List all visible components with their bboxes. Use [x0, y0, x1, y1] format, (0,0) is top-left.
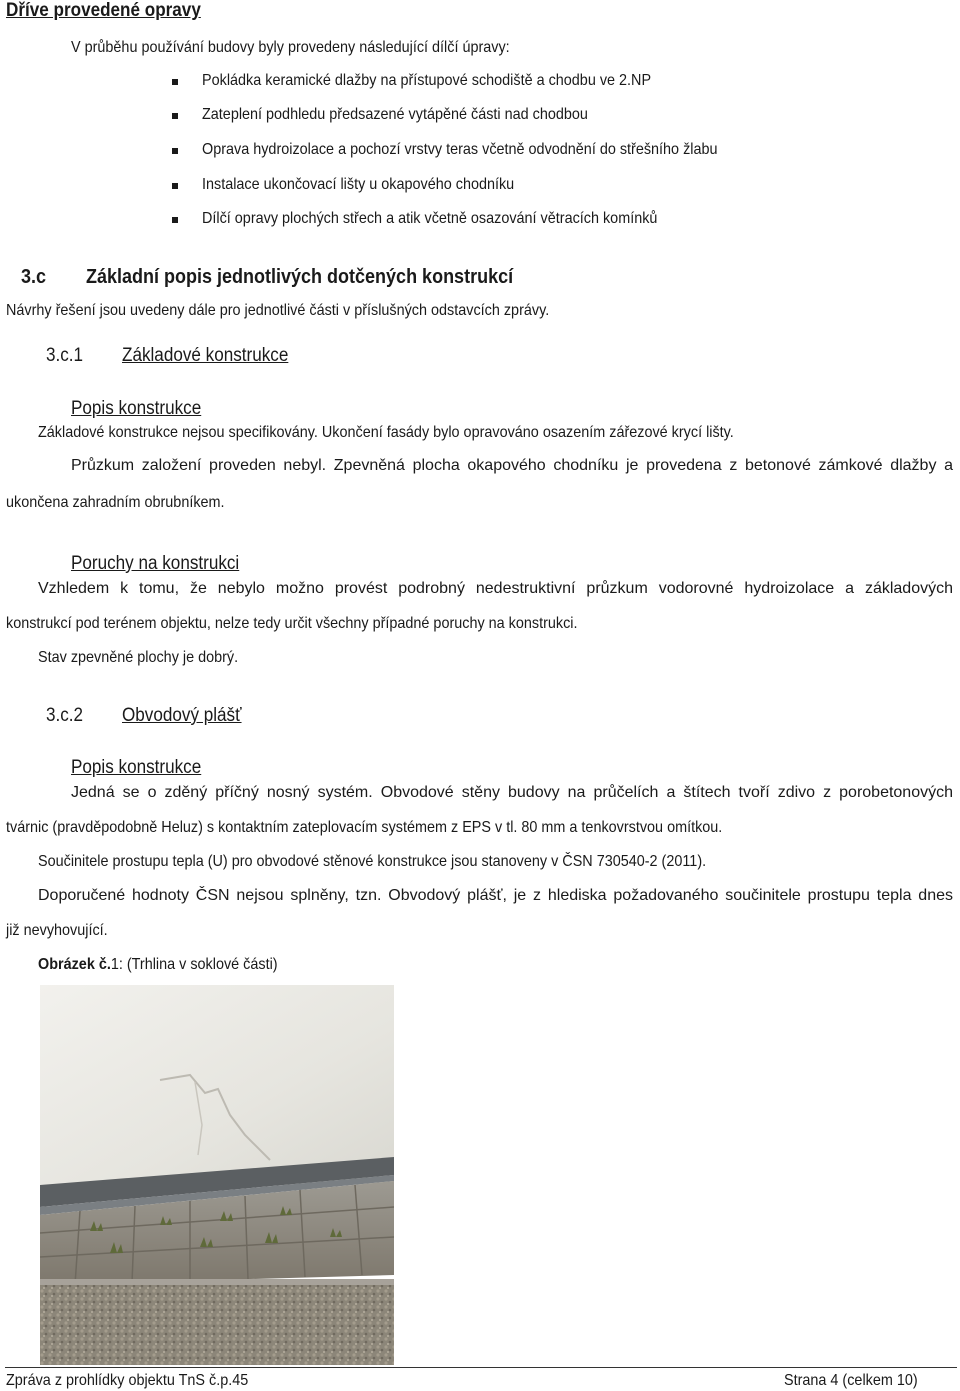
subheading-poruchy: Poruchy na konstrukci [71, 553, 240, 574]
paragraph-line: Jedná se o zděný příčný nosný systém. Obvodové stěny budovy na průčelích a štítech tvoří zdivo z porobetonových [71, 784, 953, 801]
paragraph-line: Vzhledem k tomu, že nebylo možno provést podrobný nedestruktivní průzkum vodorovné hydroizolace a základových [38, 580, 953, 597]
section-number-3c1: 3.c.1 [46, 345, 84, 366]
justified-line [71, 784, 953, 808]
list-item: Dílčí opravy plochých střech a atik včetně osazování větracích komínků [202, 210, 658, 227]
paragraph-line: Základové konstrukce nejsou specifikovány. Ukončení fasády bylo opravováno osazením zářezové krycí lišty. [38, 424, 734, 441]
list-item: Oprava hydroizolace a pochozí vrstvy teras včetně odvodnění do střešního žlabu [202, 141, 718, 158]
subheading-popis-konstrukce: Popis konstrukce [71, 398, 202, 419]
paragraph-line: ukončena zahradním obrubníkem. [6, 494, 225, 511]
paragraph-line: Doporučené hodnoty ČSN nejsou splněny, tzn. Obvodový plášť, je z hlediska požadovaného součinitele prostupu tepla dnes [38, 887, 953, 904]
crack-photo [40, 985, 394, 1365]
section-title-3c1: Základové konstrukce [122, 345, 289, 366]
section-title-3c2: Obvodový plášť [122, 705, 242, 726]
previous-repairs-intro: V průběhu používání budovy byly provedeny následující dílčí úpravy: [71, 39, 510, 56]
section-heading-previous-repairs: Dříve provedené opravy [6, 0, 201, 21]
paragraph-line: již nevyhovující. [6, 922, 108, 939]
paragraph-line: tvárnic (pravděpodobně Heluz) s kontaktním zateplovacím systémem z EPS v tl. 80 mm a tenkovrstvou omítkou. [6, 819, 723, 836]
bullet-icon [172, 148, 178, 154]
section-3c-intro: Návrhy řešení jsou uvedeny dále pro jednotlivé části v příslušných odstavcích zprávy. [6, 302, 550, 319]
bullet-icon [172, 79, 178, 85]
figure-caption [38, 956, 278, 974]
justified-line [38, 887, 953, 911]
subheading-popis-konstrukce-2: Popis konstrukce [71, 757, 202, 778]
bullet-icon [172, 183, 178, 189]
paragraph-line: konstrukcí pod terénem objektu, nelze tedy určit všechny případné poruchy na konstrukci. [6, 615, 578, 632]
footer-rule [5, 1367, 957, 1368]
paragraph-line: Průzkum založení proveden nebyl. Zpevněná plocha okapového chodníku je provedena z betonové zámkové dlažby a [71, 457, 953, 474]
section-number-3c2: 3.c.2 [46, 705, 84, 726]
paragraph-line: Součinitele prostupu tepla (U) pro obvodové stěnové konstrukce jsou stanoveny v ČSN 730540-2 (2011). [38, 853, 707, 870]
bullet-icon [172, 217, 178, 223]
section-title-3c: Základní popis jednotlivých dotčených konstrukcí [86, 266, 514, 288]
figure-caption-text: 1: (Trhlina v soklové části) [110, 956, 278, 973]
justified-line [38, 580, 953, 604]
footer-right: Strana 4 (celkem 10) [784, 1372, 918, 1389]
paragraph-line: Stav zpevněné plochy je dobrý. [38, 649, 239, 666]
bullet-icon [172, 113, 178, 119]
justified-line [71, 457, 953, 481]
figure-label: Obrázek č. [38, 956, 111, 973]
footer-left: Zpráva z prohlídky objektu TnS č.p.45 [6, 1372, 249, 1389]
list-item: Instalace ukončovací lišty u okapového chodníku [202, 176, 515, 193]
section-number-3c: 3.c [21, 266, 47, 288]
list-item: Zateplení podhledu předsazené vytápěné části nad chodbou [202, 106, 588, 123]
list-item: Pokládka keramické dlažby na přístupové schodiště a chodbu ve 2.NP [202, 72, 652, 89]
